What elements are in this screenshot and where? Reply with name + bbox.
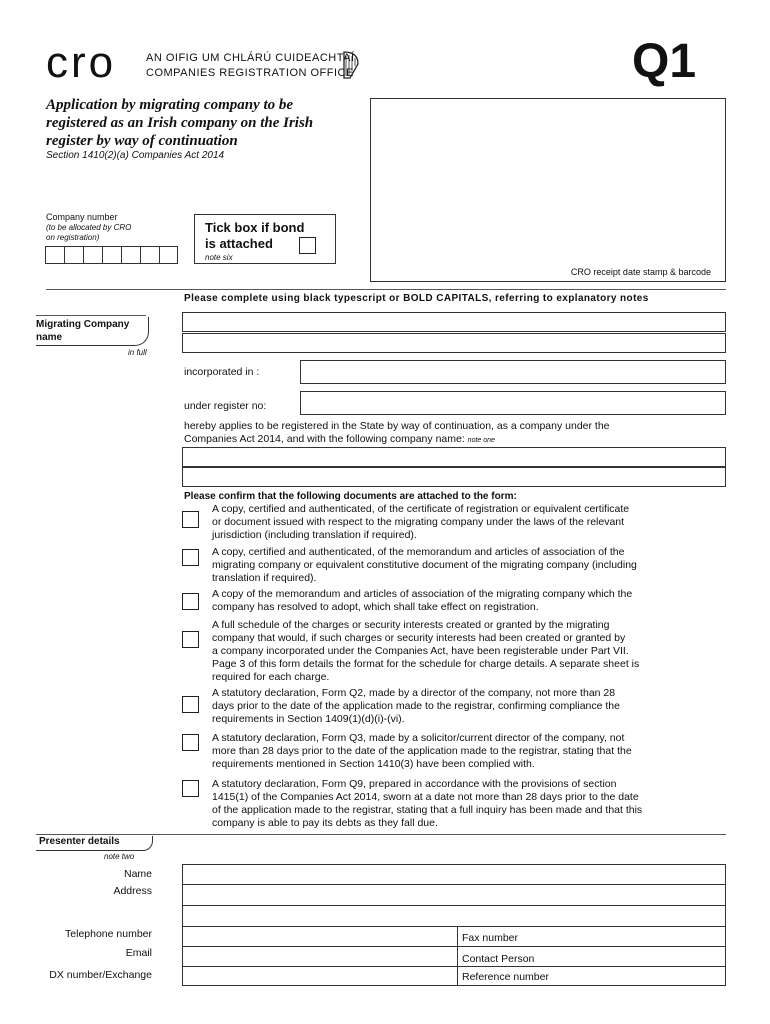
company-name-line-2[interactable]	[182, 333, 726, 353]
company-number-hint-1: (to be allocated by CRO	[46, 223, 132, 232]
presenter-label: Presenter details	[39, 836, 120, 847]
digit-box[interactable]	[83, 246, 102, 264]
digit-box[interactable]	[121, 246, 140, 264]
company-number-boxes[interactable]	[45, 246, 178, 264]
confirm-checkbox-2[interactable]	[182, 549, 199, 566]
bond-note: note six	[205, 253, 233, 262]
company-number-hint-2: on registration)	[46, 233, 100, 242]
confirm-item-5: A statutory declaration, Form Q2, made by a director of the company, not more than 28 days prior to the date of the application made to the registrar, confirming compliance the requirements in Section 1409(1)(d)(i)-(vi).	[212, 687, 620, 725]
address-field[interactable]	[183, 885, 725, 925]
divider	[46, 289, 726, 290]
confirm-checkbox-1[interactable]	[182, 511, 199, 528]
digit-box[interactable]	[102, 246, 121, 264]
confirm-item-4: A full schedule of the charges or security interests created or granted by the migrating company that would, if such charges or security interests had been created or granted by a company incorporated under the Companies Act, have been registerable under Part VII. Page 3 of this form details the format for the schedule for charge details. A separate sheet is required for each charge.	[212, 619, 640, 683]
confirm-item-2: A copy, certified and authenticated, of the memorandum and articles of association of the migrating company or equivalent constitutive document of the migrating company (including translation if required).	[212, 546, 637, 584]
fax-label: Fax number	[462, 932, 519, 944]
name-field[interactable]	[183, 865, 725, 884]
new-name-line-2[interactable]	[182, 467, 726, 487]
confirm-checkbox-7[interactable]	[182, 780, 199, 797]
migrating-company-label: Migrating Company name	[36, 319, 130, 343]
bond-label-2: is attached	[205, 236, 273, 251]
divider	[36, 315, 146, 316]
section-reference: Section 1410(2)(a) Companies Act 2014	[46, 150, 225, 161]
cro-stamp-area	[370, 98, 726, 282]
contact-label: Contact Person	[462, 953, 535, 965]
confirm-checkbox-4[interactable]	[182, 631, 199, 648]
register-no-field[interactable]	[300, 391, 726, 415]
applies-line-2	[184, 433, 495, 447]
form-code: Q1	[632, 35, 697, 88]
in-full-note: in full	[128, 348, 147, 357]
dx-label: DX number/Exchange	[49, 969, 152, 981]
company-number-label: Company number	[46, 212, 118, 222]
email-field[interactable]	[183, 947, 456, 966]
digit-box[interactable]	[159, 246, 178, 264]
applies-line-1: hereby applies to be registered in the State by way of continuation, as a company under the	[184, 420, 610, 432]
cro-logo: cro	[46, 38, 117, 87]
digit-box[interactable]	[64, 246, 83, 264]
incorporated-in-label: incorporated in :	[184, 366, 260, 378]
instructions: Please complete using black typescript or BOLD CAPITALS, referring to explanatory notes	[184, 293, 649, 304]
company-name-line-1[interactable]	[182, 312, 726, 332]
applies-text: Companies Act 2014, and with the following company name:	[184, 433, 465, 445]
stamp-label: CRO receipt date stamp & barcode	[570, 267, 711, 277]
incorporated-in-field[interactable]	[300, 360, 726, 384]
bond-panel	[194, 214, 336, 264]
title-line-3: register by way of continuation	[46, 133, 238, 149]
divider	[36, 834, 726, 835]
confirm-item-3: A copy of the memorandum and articles of association of the migrating company which the company has resolved to adopt, which shall take effect on registration.	[212, 588, 633, 613]
presenter-grid	[182, 864, 726, 986]
digit-box[interactable]	[45, 246, 64, 264]
confirm-item-1: A copy, certified and authenticated, of the certificate of registration or equivalent certificate or document issued with respect to the migrating company under the laws of the relevant jurisdiction (including translation if required).	[212, 503, 630, 541]
bond-checkbox[interactable]	[299, 237, 316, 254]
form-title	[46, 96, 366, 150]
telephone-field[interactable]	[183, 927, 456, 946]
name-label: Name	[123, 868, 152, 880]
title-line-1: Application by migrating company to be	[46, 97, 294, 113]
email-label: Email	[125, 947, 152, 959]
new-name-line-1[interactable]	[182, 447, 726, 467]
confirm-item-6: A statutory declaration, Form Q3, made by a solicitor/current director of the company, not more than 28 days prior to the date of the application made to the registrar, stating that the requirements mentioned in Section 1410(3) have been complied with.	[212, 732, 632, 770]
title-line-2: registered as an Irish company on the Irish	[46, 115, 314, 131]
office-name-irish: AN OIFIG UM CHLÁRÚ CUIDEACHTAÍ	[146, 52, 355, 64]
note-one: note one	[467, 437, 495, 444]
bond-label-1: Tick box if bond	[205, 220, 305, 235]
address-label: Address	[113, 885, 152, 897]
digit-box[interactable]	[140, 246, 159, 264]
presenter-note: note two	[104, 852, 135, 861]
register-no-label: under register no:	[184, 400, 267, 412]
telephone-label: Telephone number	[65, 928, 152, 940]
office-name-english: COMPANIES REGISTRATION OFFICE	[146, 67, 354, 79]
confirm-checkbox-6[interactable]	[182, 734, 199, 751]
reference-label: Reference number	[462, 971, 549, 983]
confirm-checkbox-3[interactable]	[182, 593, 199, 610]
migrating-company-tab	[36, 317, 149, 346]
confirm-checkbox-5[interactable]	[182, 696, 199, 713]
confirm-heading: Please confirm that the following documents are attached to the form:	[184, 491, 517, 502]
dx-field[interactable]	[183, 967, 456, 986]
harp-icon	[340, 50, 362, 80]
confirm-item-7: A statutory declaration, Form Q9, prepared in accordance with the provisions of section 1415(1) of the Companies Act 2014, sworn at a date not more than 28 days prior to the date of the application made to the registrar, stating that a full inquiry has been made and that this company is able to pay its debts as they fall due.	[212, 778, 643, 829]
presenter-tab	[36, 836, 153, 851]
